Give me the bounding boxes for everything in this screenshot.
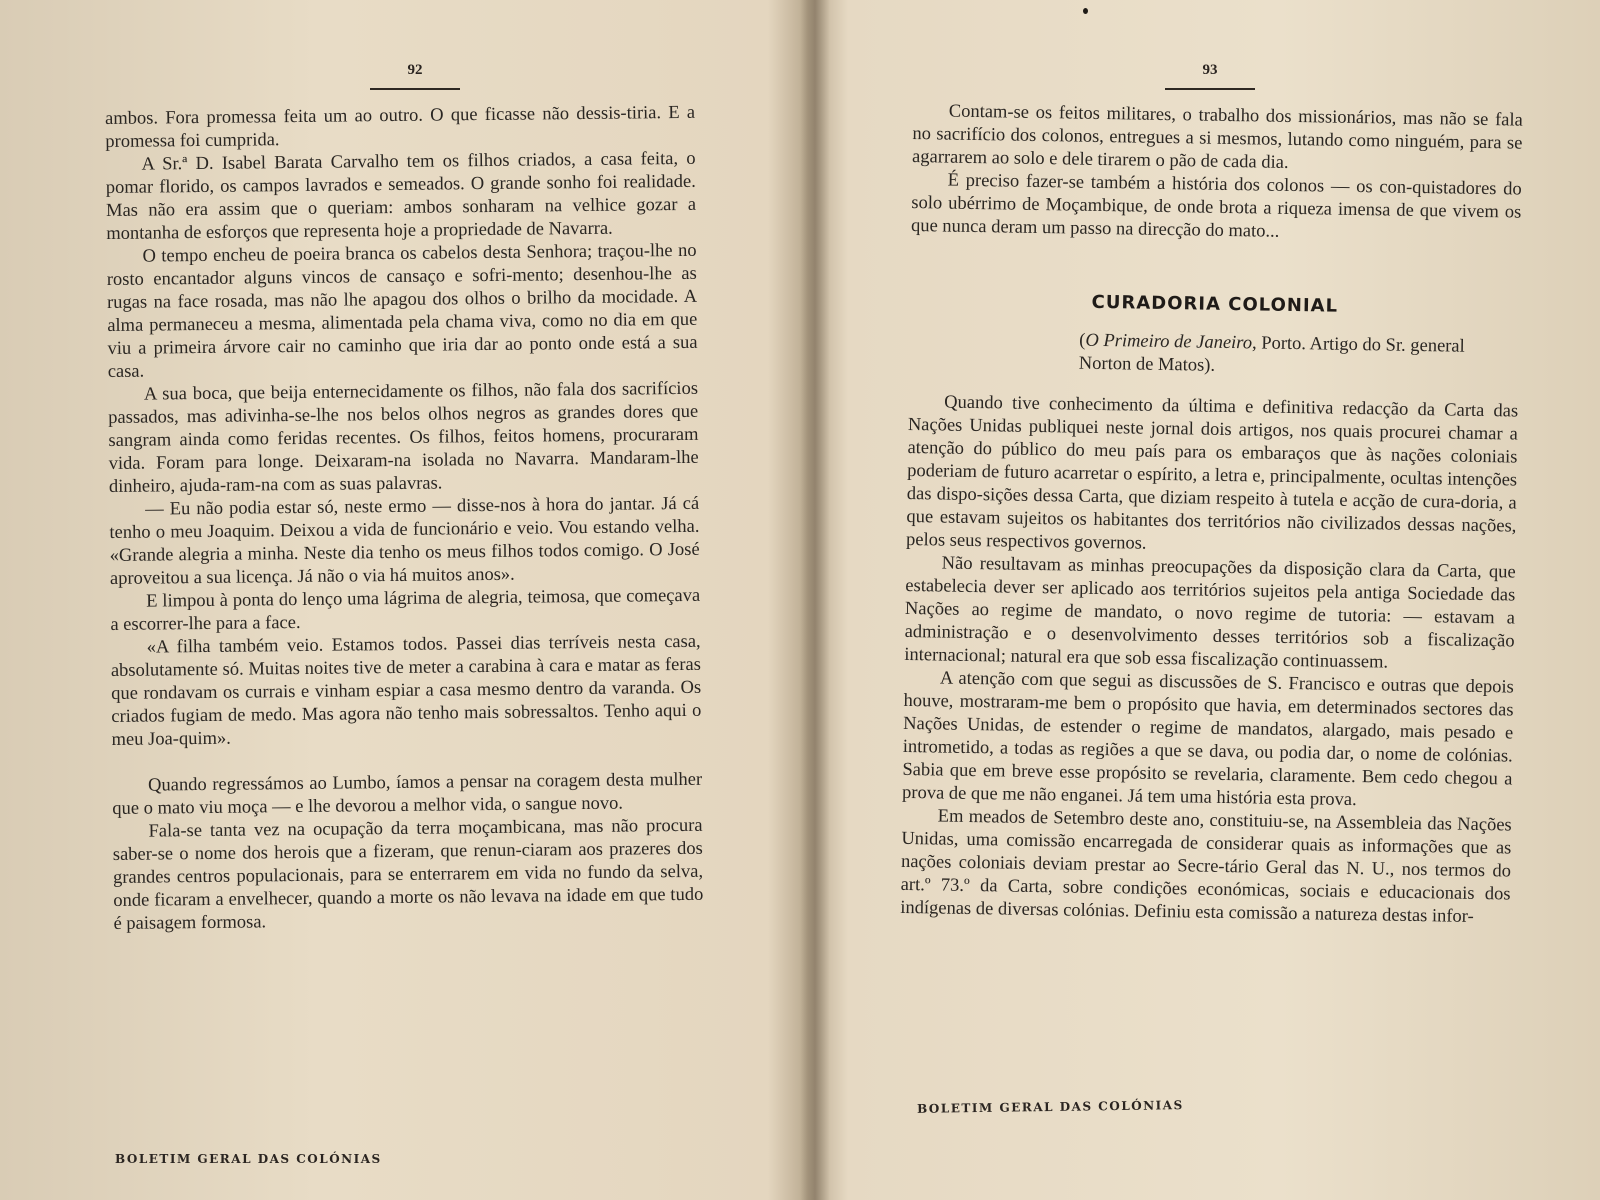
paragraph: A Sr.ª D. Isabel Barata Carvalho tem os filhos criados, a casa feita, o pomar florido, os campos lavrados e semeados. O grande sonho foi realidade. Mas não era assim que o queriam: ambos sonharam na velhice gozar a montanha de esforços que representa hoje a propriedade de Navarra. bbox=[105, 148, 697, 244]
running-footer: BOLETIM GERAL DAS COLÓNIAS bbox=[115, 1152, 382, 1166]
right-page-text bbox=[900, 100, 1523, 929]
paragraph: É preciso fazer-se também a história dos colonos — os con-quistadores do solo ubérrimo de Moçambique, de onde brota a riqueza imensa de que vivem os que nunca deram um passo na direcção do mato... bbox=[910, 170, 1522, 242]
paragraph: E limpou à ponta do lenço uma lágrima de alegria, teimosa, que começava a escorrer-lhe para a face. bbox=[110, 585, 701, 635]
paragraph: Não resultavam as minhas preocupações da disposição clara da Carta, que estabelecia dever ser aplicado aos territórios sujeitos pela antiga Sociedade das Nações ao regime de mandato, o novo regime de tutoria: — estavam a administração e o desenvolvimento desses territórios sob a fiscalização internacional; natural era que sob essa fiscalização continuassem. bbox=[904, 553, 1516, 673]
paragraph: Quando regressámos ao Lumbo, íamos a pensar na coragem desta mulher que o mato viu moça — e lhe devorou a melhor vida, o sangue novo. bbox=[112, 769, 703, 819]
running-footer: BOLETIM GERAL DAS COLÓNIAS bbox=[916, 1098, 1184, 1116]
right-page bbox=[825, 0, 1600, 1200]
article-source bbox=[1079, 330, 1520, 383]
paragraph: A atenção com que segui as discussões de S. Francisco e outras que depois houve, mostraram-me bem o propósito que havia, em determinados sectores das Nações Unidas, de estender o regime de mandatos, alargado, mais pesado e intrometido, a todas as regiões a que se dava, ou podia dar, o nome de colónias. Sabia que em breve esse propósito se revelaria, claramente. Bem cedo chegou a prova de que me não enganei. Já tem uma história esta prova. bbox=[901, 668, 1515, 811]
source-open: ( bbox=[1079, 330, 1086, 351]
page-number-rule bbox=[1165, 88, 1255, 90]
ink-speck bbox=[1083, 8, 1088, 14]
source-newspaper: O Primeiro de Janeiro bbox=[1085, 330, 1253, 354]
paragraph: O tempo encheu de poeira branca os cabelos desta Senhora; traçou-lhe no rosto encantador alguns vincos de cansaço e sofri-mento; desenhou-lhe as rugas na face rosada, mas não lhe apagou dos olhos o brilho da mocidade. A alma permaneceu a mesma, alimentada pela chama viva, como no dia em que viu a primeira árvore cair no caminho que iria dar ao ponto onde está a sua casa. bbox=[106, 240, 698, 382]
page-number: 93 bbox=[1202, 62, 1218, 78]
paragraph: Contam-se os feitos militares, o trabalho dos missionários, mas não se fala no sacrifício dos colonos, entregues a si mesmos, lutando como ninguém, para se agarrarem ao solo e dele tirarem o pão de cada dia. bbox=[911, 101, 1523, 173]
paragraph: Em meados de Setembro deste ano, constituiu-se, na Assembleia das Nações Unidas, uma comissão encarregada de considerar quais as informações que as nações coloniais deviam prestar ao Secre-tário Geral das N. U., nos termos do art.º 73.º da Carta, sobre condições económicas, sociais e educacionais dos indígenas de diversas colónias. Definiu esta comissão a natureza destas infor- bbox=[900, 806, 1512, 927]
source-details: , Porto. Artigo do Sr. general Norton de Matos). bbox=[1078, 333, 1465, 376]
section-title: CURADORIA COLONIAL bbox=[1091, 291, 1339, 317]
paragraph: «A filha também veio. Estamos todos. Passei dias terríveis nesta casa, absolutamente só. Muitas noites tive de meter a carabina à cara e matar as feras que rondavam os currais e vinham espiar a casa mesmo dentro da varanda. Os criados fugiam de medo. Mas agora não tenho mais sobressaltos. Tenho aqui o meu Joa-quim». bbox=[110, 631, 702, 750]
left-page-text bbox=[105, 102, 704, 936]
paragraph: Fala-se tanta vez na ocupação da terra moçambicana, mas não procura saber-se o nome dos herois que a fizeram, que renun-ciaram aos prazeres dos grandes centros populacionais, para se enterrarem em vida no fundo da selva, onde ficaram a envelhecer, quando a morte os não levava na idade em que tudo é paisagem formosa. bbox=[112, 815, 704, 934]
paragraph: — Eu não podia estar só, neste ermo — disse-nos à hora do jantar. Já cá tenho o meu Joaquim. Deixou a vida de funcionário e veio. Vou estando velha. «Grande alegria a minha. Neste dia tenho os meus filhos todos comigo. O José aproveitou a sua licença. Já não o via há muitos anos». bbox=[109, 493, 700, 589]
paragraph: Quando tive conhecimento da última e definitiva redacção da Carta das Nações Unidas publiquei neste jornal dois artigos, nos quais procurei chamar a atenção do público do meu país para os embaraços que às nações coloniais poderiam de futuro acarretar o espírito, a letra e, principalmente, ocultas intenções das dispo-sições dessa Carta, que diziam respeito à tutela e acção de cura-doria, a que estavam sujeitos os habitantes dos territórios não civilizados dessas nações, pelos seus respectivos governos. bbox=[905, 392, 1519, 554]
page-number-rule bbox=[370, 88, 460, 90]
page-number: 92 bbox=[407, 62, 423, 78]
paragraph: A sua boca, que beija enternecidamente os filhos, não fala dos sacrifícios passados, mas adivinha-se-lhe nos belos olhos negros as grandes dores que sangram ainda como feridas recentes. Os filhos, feitos homens, procuraram vida. Foram para longe. Deixaram-na isolada no Navarra. Mandaram-lhe dinheiro, ajuda-ram-na com as suas palavras. bbox=[108, 378, 699, 497]
paragraph: ambos. Fora promessa feita um ao outro. O que ficasse não dessis-tiria. E a promessa foi cumprida. bbox=[105, 102, 696, 152]
